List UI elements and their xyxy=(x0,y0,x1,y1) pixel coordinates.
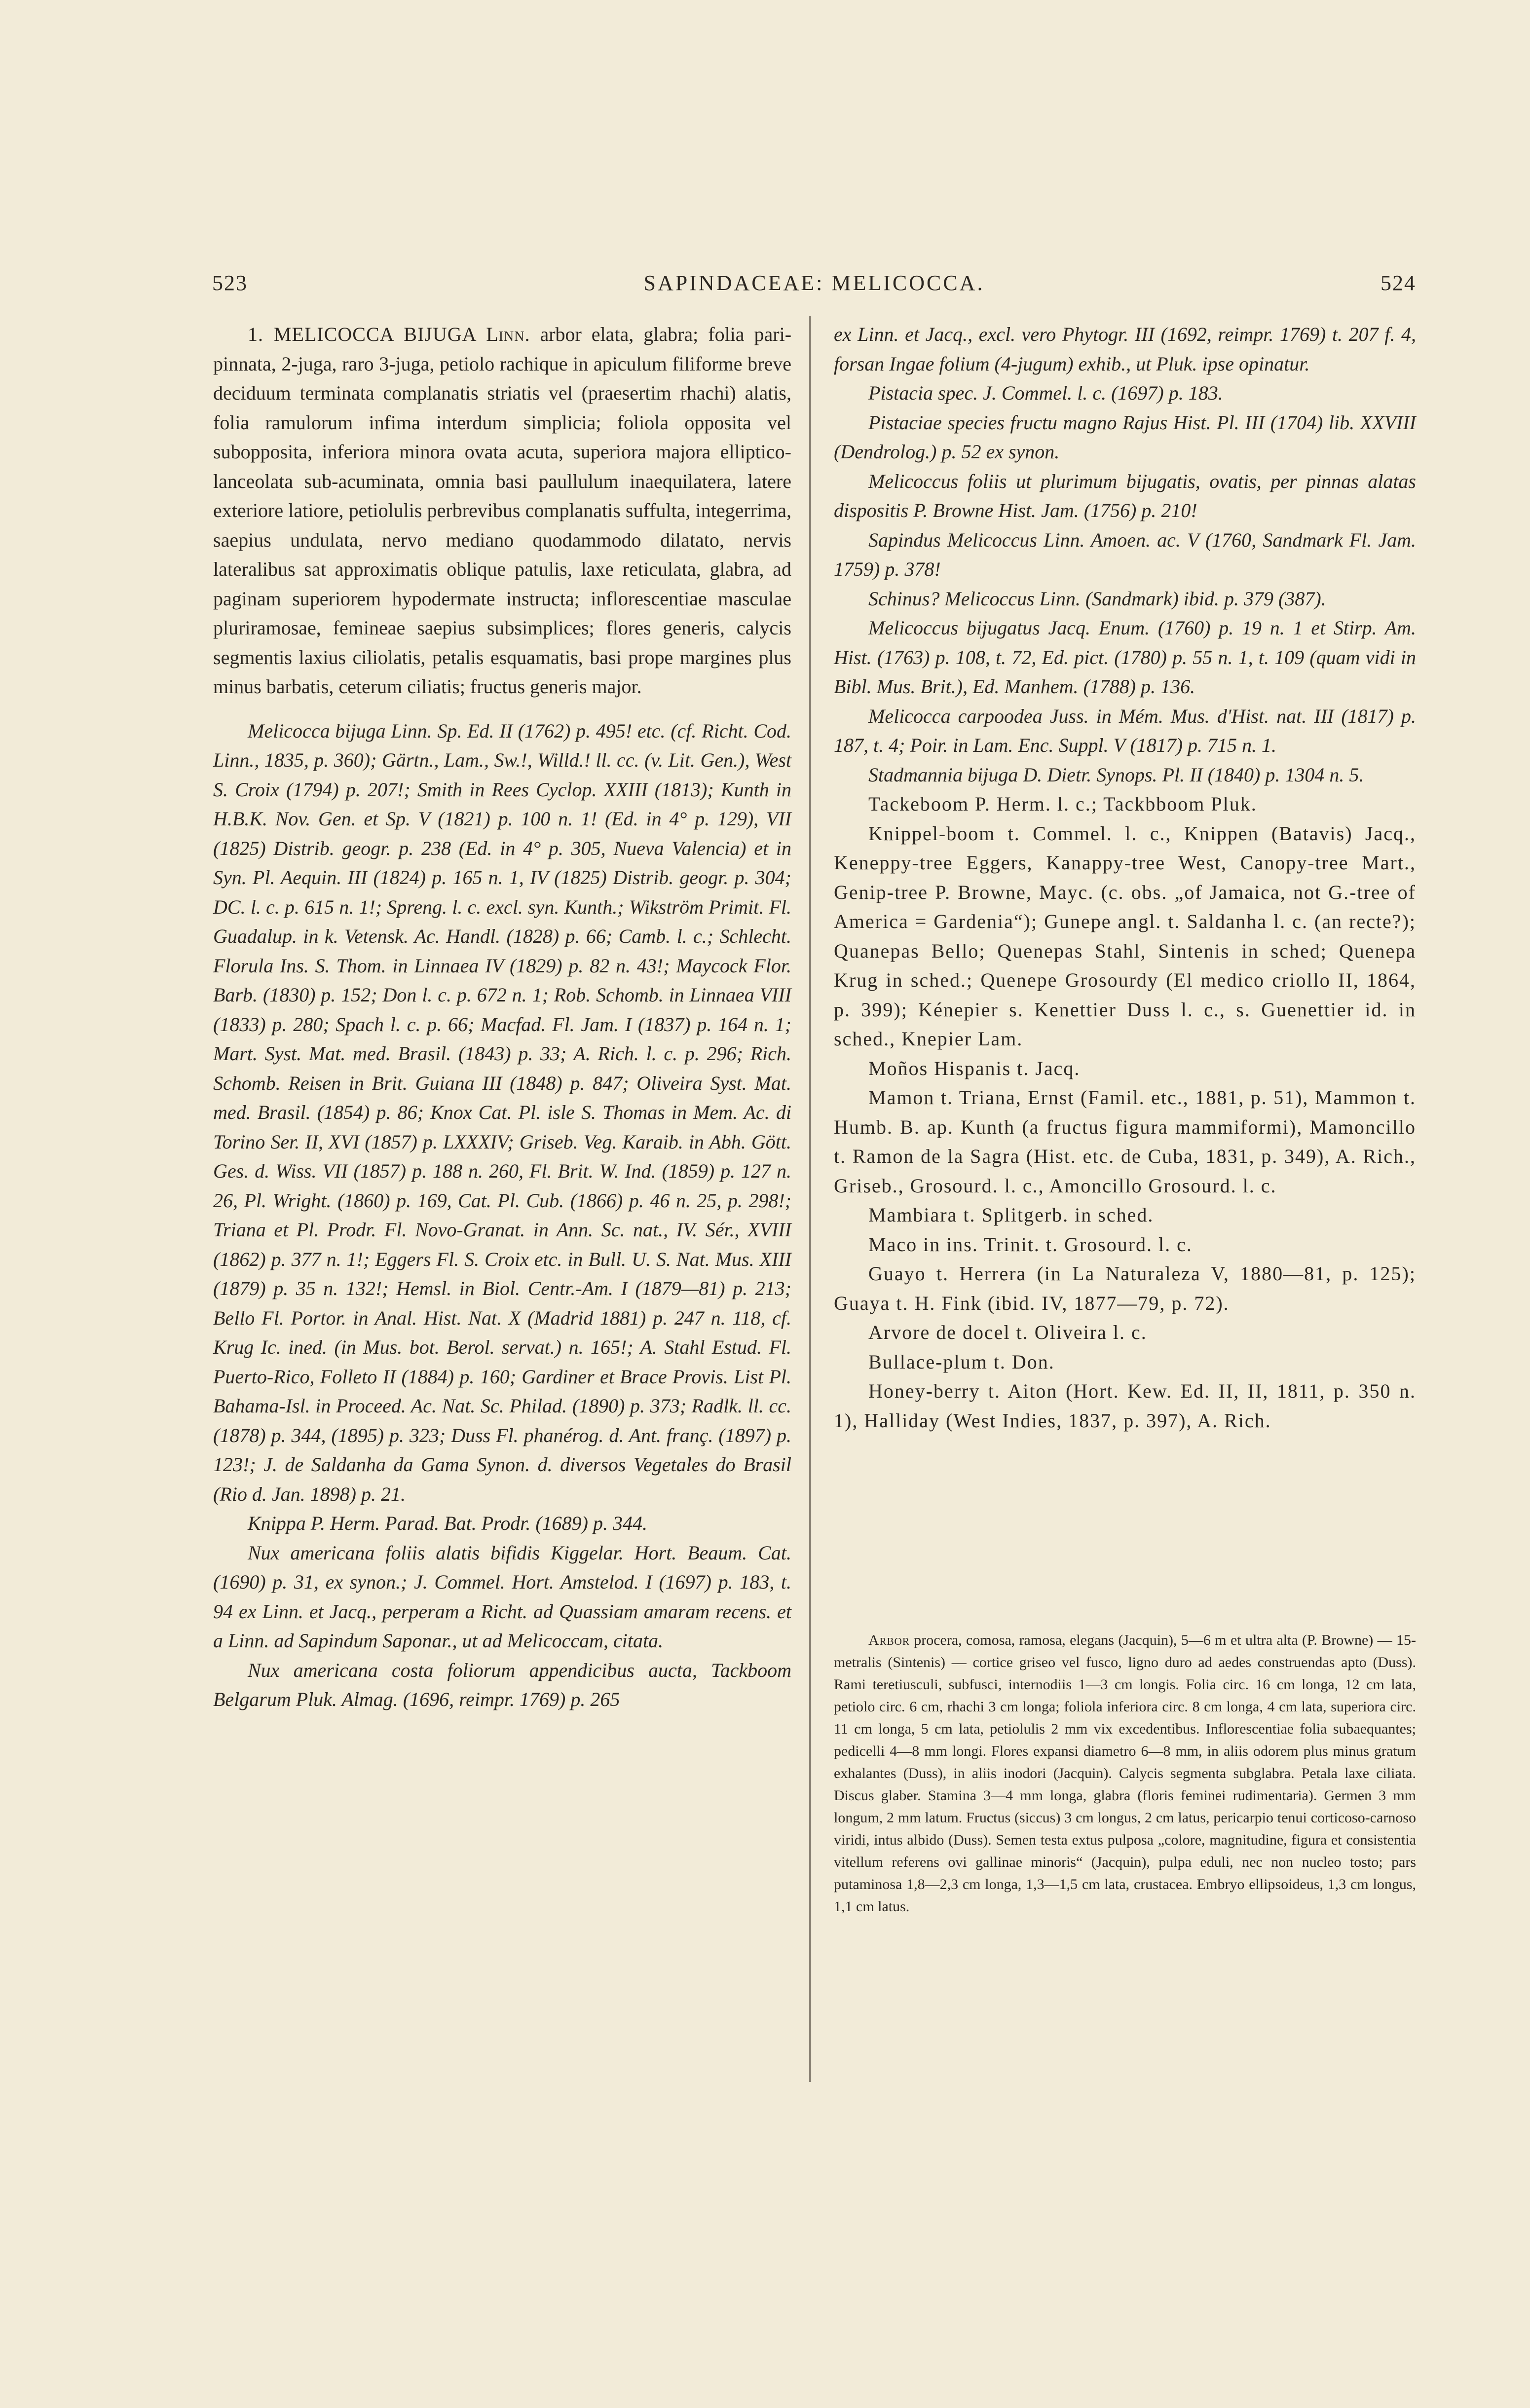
right-column xyxy=(834,320,1416,1435)
vernacular-honey: Honey-berry t. Aiton (Hort. Kew. Ed. II, II, 1811, p. 350 n. 1), Halliday (West Indies, 1837, p. 397), A. Rich. xyxy=(834,1380,1416,1432)
species-label: 1. MELICOCCA BIJUGA Linn. xyxy=(248,323,530,345)
morphological-description xyxy=(834,1629,1416,1918)
vernacular-mamon: Mamon t. Triana, Ernst (Famil. etc., 1881, p. 51), Mammon t. Humb. B. ap. Kunth (a fructus figura mammiformi), Mamoncillo t. Ramon de la Sagra (Hist. etc. de Cuba, 1831, p. 349), A. Rich., Griseb., Grosourd. l. c., Amoncillo Grosourd. l. c. xyxy=(834,1086,1416,1197)
vernacular-tackeboom: Tackeboom P. Herm. l. c.; Tackbboom Pluk. xyxy=(868,793,1257,815)
citation-nux-americana-2: Nux americana costa foliorum appendicibus aucta, Tackboom Belgarum Pluk. Almag. (1696, reimpr. 1769) p. 265 xyxy=(213,1659,791,1710)
right-page-number: 524 xyxy=(1381,271,1416,295)
left-page-number: 523 xyxy=(212,271,248,295)
citation-schinus: Schinus? Melicoccus Linn. (Sandmark) ibid. p. 379 (387). xyxy=(868,587,1326,610)
left-column xyxy=(213,320,791,1714)
description-text: procera, comosa, ramosa, elegans (Jacquin), 5—6 m et ultra alta (P. Browne) — 15-metralis (Sintenis) — cortice griseo vel fusco, ligno duro ad aedes construendas apto (Duss). Rami teretiusculi, subfusci, internodiis 1—3 cm longis. Folia circ. 16 cm longa, 12 cm lata, petiolo circ. 6 cm, rhachi 3 cm longa; foliola inferiora circ. 8 cm longa, 4 cm lata, superiora circ. 11 cm longa, 5 cm lata, petiolulis 2 mm vix excedentibus. Inflorescentiae folia subaequantes; pedicelli 4—8 mm longi. Flores expansi diametro 6—8 mm, in aliis odorem plus minus gratum exhalantes (Duss), in aliis inodori (Jacquin). Calycis segmenta subglabra. Petala laxe ciliata. Discus glaber. Stamina 3—4 mm longa, glabra (floris feminei rudimentaria). Germen 3 mm longum, 2 mm latum. Fructus (siccus) 3 cm longus, 2 cm latus, pericarpio tenui corticoso-carnoso viridi, intus albido (Duss). Semen testa extus pulposa „colore, magnitudine, figura et consistentia vitellum referens ovi gallinae minoris“ (Jacquin), pulpa eduli, nec non nucleo tosto; pars putaminosa 1,8—2,3 cm longa, 1,3—1,5 cm lata, crustacea. Embryo ellipsoideus, 1,3 cm longus, 1,1 cm latus. xyxy=(834,1632,1417,1915)
running-head xyxy=(212,270,1416,305)
citation-sapindus: Sapindus Melicoccus Linn. Amoen. ac. V (1760, Sandmark Fl. Jam. 1759) p. 378! xyxy=(834,528,1416,580)
citation-nux-americana-1: Nux americana foliis alatis bifidis Kiggelar. Hort. Beaum. Cat. (1690) p. 31, ex synon.; J. Commel. Hort. Amstelod. I (1697) p. 183, t. 94 ex Linn. et Jacq., perperam a Richt. ad Quassiam amaram recens. et a Linn. ad Sapindum Saponar., ut ad Melicoccam, citata. xyxy=(213,1541,791,1652)
vernacular-monos: Moños Hispanis t. Jacq. xyxy=(868,1057,1081,1079)
species-description: arbor elata, glabra; folia pari-pinnata, 2-juga, raro 3-juga, petiolo rachique in apiculum filiforme breve deciduum terminata complanatis striatis vel (praesertim rhachi) alatis, folia ramulorum infima interdum simplicia; foliola opposita vel subopposita, inferiora minora ovata acuta, superiora majora elliptico-lanceolata sub-acuminata, omnia basi paullulum inaequilatera, latere exteriore latiore, petiolulis perbrevibus complanatis suffulta, integerrima, saepius undulata, nervo mediano quodammodo dilatato, nervis lateralibus sat approximatis oblique patulis, laxe reticulata, glabra, ad paginam superiorem hypodermate instructa; inflorescentiae masculae pluriramosae, femineae saepius subsimplices; flores generis, calycis segmentis laxius ciliolatis, petalis esquamatis, basi prope margines plus minus barbatis, ceterum ciliatis; fructus generis major. xyxy=(213,323,792,698)
citation-melicocca-bijuga: Melicocca bijuga Linn. Sp. Ed. II (1762) p. 495! etc. (cf. Richt. Cod. Linn., 1835, p. 360); Gärtn., Lam., Sw.!, Willd.! ll. cc. (v. Lit. Gen.), West S. Croix (1794) p. 207!; Smith in Rees Cyclop. XXIII (1813); Kunth in H.B.K. Nov. Gen. et Sp. V (1821) p. 100 n. 1! (Ed. in 4° p. 129), VII (1825) Distrib. geogr. p. 238 (Ed. in 4° p. 305, Nueva Valencia) et in Syn. Pl. Aequin. III (1824) p. 165 n. 1, IV (1825) Distrib. geogr. p. 304; DC. l. c. p. 615 n. 1!; Spreng. l. c. excl. syn. Kunth.; Wikström Primit. Fl. Guadalup. in k. Vetensk. Ac. Handl. (1828) p. 66; Camb. l. c.; Schlecht. Florula Ins. S. Thom. in Linnaea IV (1829) p. 82 n. 43!; Maycock Flor. Barb. (1830) p. 152; Don l. c. p. 672 n. 1; Rob. Schomb. in Linnaea VIII (1833) p. 280; Spach l. c. p. 66; Macfad. Fl. Jam. I (1837) p. 164 n. 1; Mart. Syst. Mat. med. Brasil. (1843) p. 33; A. Rich. l. c. p. 296; Rich. Schomb. Reisen in Brit. Guiana III (1848) p. 847; Oliveira Syst. Mat. med. Brasil. (1854) p. 86; Knox Cat. Pl. isle S. Thomas in Mem. Ac. di Torino Ser. II, XVI (1857) p. LXXXIV; Griseb. Veg. Karaib. in Abh. Gött. Ges. d. Wiss. VII (1857) p. 188 n. 260, Fl. Brit. W. Ind. (1859) p. 127 n. 26, Pl. Wright. (1860) p. 169, Cat. Pl. Cub. (1866) p. 46 n. 25, p. 298!; Triana et Pl. Prodr. Fl. Novo-Granat. in Ann. Sc. nat., IV. Sér., XVIII (1862) p. 377 n. 1!; Eggers Fl. S. Croix etc. in Bull. U. S. Nat. Mus. XIII (1879) p. 35 n. 132!; Hemsl. in Biol. Centr.-Am. I (1879—81) p. 213; Bello Fl. Portor. in Anal. Hist. Nat. X (Madrid 1881) p. 247 n. 118, cf. Krug Ic. ined. (in Mus. bot. Berol. servat.) n. 165!; A. Stahl Estud. Fl. Puerto-Rico, Folleto II (1884) p. 160; Gardiner et Brace Provis. List Pl. Bahama-Isl. in Proceed. Ac. Nat. Sc. Philad. (1890) p. 373; Radlk. ll. cc. (1878) p. 344, (1895) p. 323; Duss Fl. phanérog. d. Ant. franç. (1897) p. 123!; J. de Saldanha da Gama Synon. d. diversos Vegetales do Brasil (Rio d. Jan. 1898) p. 21. xyxy=(213,719,791,1505)
vernacular-maco: Maco in ins. Trinit. t. Grosourd. l. c. xyxy=(868,1233,1193,1256)
vernacular-bullace: Bullace-plum t. Don. xyxy=(868,1350,1055,1373)
citation-pistacia: Pistacia spec. J. Commel. l. c. (1697) p. 183. xyxy=(868,382,1223,404)
vernacular-guayo: Guayo t. Herrera (in La Naturaleza V, 1880—81, p. 125); Guaya t. H. Fink (ibid. IV, 1877—79, p. 72). xyxy=(834,1262,1416,1314)
citation-melicoccus-browne: Melicoccus foliis ut plurimum bijugatis, ovatis, per pinnas alatas dispositis P. Browne Hist. Jam. (1756) p. 210! xyxy=(834,470,1416,521)
citation-pistaciae: Pistaciae species fructu magno Rajus Hist. Pl. III (1704) lib. XXVIII (Dendrolog.) p. 52 ex synon. xyxy=(834,411,1416,463)
citation-stadmannia: Stadmannia bijuga D. Dietr. Synops. Pl. II (1840) p. 1304 n. 5. xyxy=(868,763,1364,786)
citation-melicoccus-bijugatus: Melicoccus bijugatus Jacq. Enum. (1760) p. 19 n. 1 et Stirp. Am. Hist. (1763) p. 108, t. 72, Ed. pict. (1780) p. 55 n. 1, t. 109 (quam vidi in Bibl. Mus. Brit.), Ed. Manhem. (1788) p. 136. xyxy=(834,617,1416,698)
vernacular-mambiara: Mambiara t. Splitgerb. in sched. xyxy=(868,1204,1154,1226)
citation-continuation: ex Linn. et Jacq., excl. vero Phytogr. III (1692, reimpr. 1769) t. 207 f. 4, forsan Ingae folium (4-jugum) exhib., ut Pluk. ipse opinatur. xyxy=(834,323,1416,375)
running-title: SAPINDACEAE: MELICOCCA. xyxy=(643,271,985,295)
description-label: Arbor xyxy=(868,1632,910,1648)
vernacular-arvore: Arvore de docel t. Oliveira l. c. xyxy=(868,1321,1147,1343)
citation-knippa: Knippa P. Herm. Parad. Bat. Prodr. (1689) p. 344. xyxy=(248,1512,647,1534)
species-paragraph xyxy=(213,320,791,702)
citation-melicocca-carpoodea: Melicocca carpoodea Juss. in Mém. Mus. d'Hist. nat. III (1817) p. 187, t. 4; Poir. in Lam. Enc. Suppl. V (1817) p. 715 n. 1. xyxy=(834,704,1416,756)
spacer xyxy=(213,702,791,716)
vernacular-knippel: Knippel-boom t. Commel. l. c., Knippen (Batavis) Jacq., Keneppy-tree Eggers, Kanappy-tree West, Canopy-tree Mart., Genip-tree P. Browne, Mayc. (c. obs. „of Jamaica, not G.-tree of America = Gardenia“); Gunepe angl. t. Saldanha l. c. (an recte?); Quanepas Bello; Quenepas Stahl, Sintenis in sched; Quenepa Krug in sched.; Quenepe Grosourdy (El medico criollo II, 1864, p. 399); Kénepier s. Kenettier Duss l. c., s. Guenettier id. in sched., Knepier Lam. xyxy=(834,822,1416,1050)
column-divider xyxy=(809,316,811,2082)
